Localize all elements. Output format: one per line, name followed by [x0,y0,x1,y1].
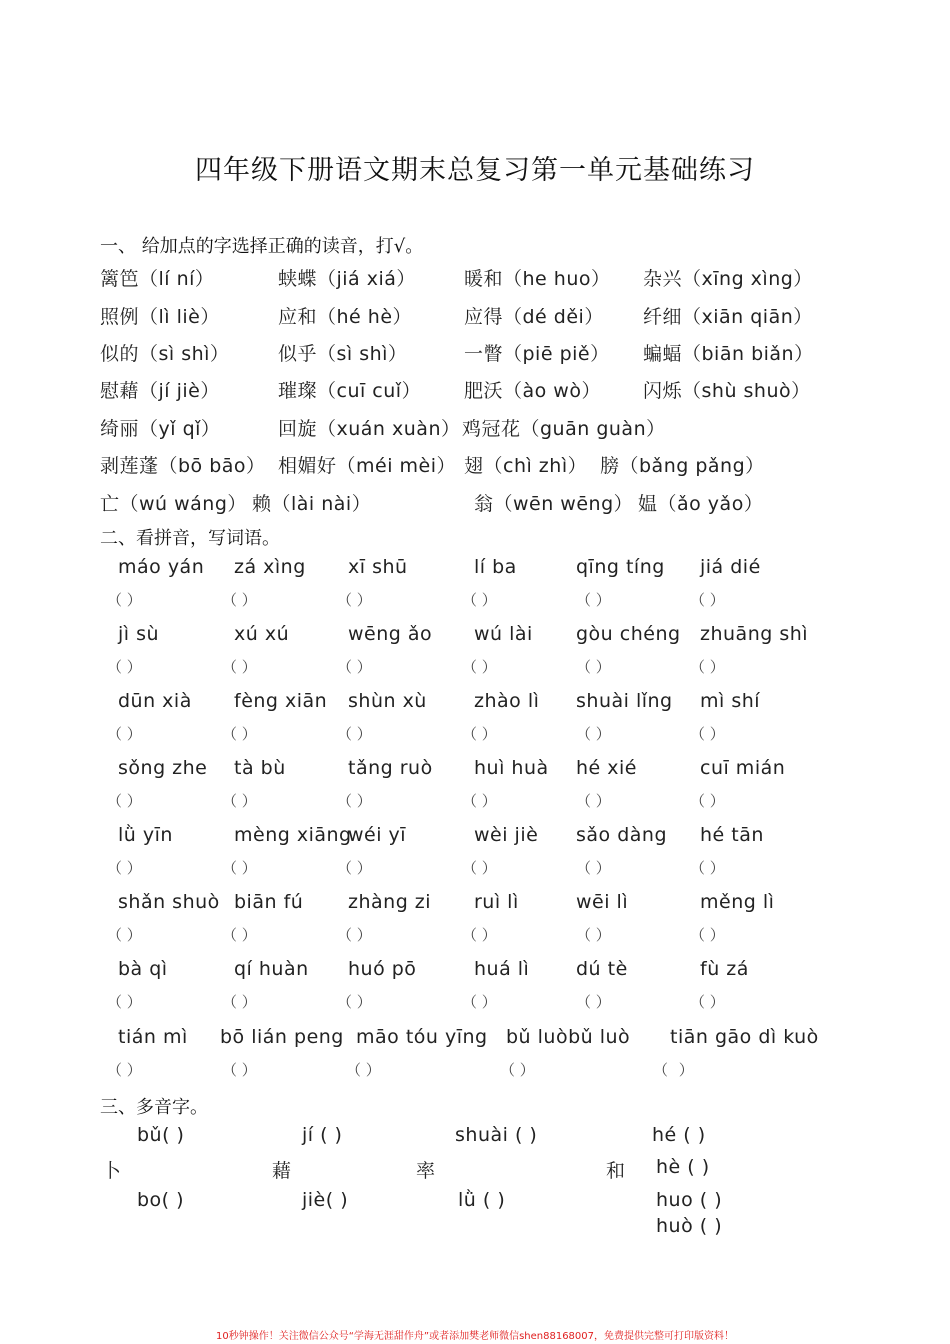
reading-choice-item: 一瞥（piē piě） [464,343,610,365]
answer-blank[interactable]: （ ） [576,658,611,676]
polyphone-huo4-reading: huò ( ) [656,1215,723,1237]
answer-blank[interactable]: （ ） [107,926,142,944]
reading-choice-item: 赖（lài nài） [252,493,372,515]
polyphone-ji-reading: jí ( ) [302,1124,343,1146]
answer-blank[interactable]: （ ） [337,926,372,944]
answer-blank[interactable]: （ ） [222,725,257,743]
answer-blank[interactable]: （ ） [690,725,725,743]
pinyin-prompt: shùn xù [348,690,427,712]
reading-choice-item: 似乎（sì shì） [278,343,408,365]
pinyin-prompt: shuài lǐng [576,690,673,712]
pinyin-prompt: qí huàn [234,958,309,980]
answer-blank[interactable]: （ ） [690,658,725,676]
pinyin-prompt: tiān gāo dì kuò [670,1026,819,1048]
answer-blank[interactable]: （ ） [337,859,372,877]
section1-heading: 一、 给加点的字选择正确的读音，打√。 [100,236,424,257]
reading-choice-item: 相媚好（méi mèi） [278,455,456,477]
pinyin-prompt: biān fú [234,891,304,913]
answer-blank[interactable]: （ ） [107,993,142,1011]
answer-blank[interactable]: （ ） [107,859,142,877]
polyphone-bu-reading: bǔ( ) [137,1124,185,1146]
pinyin-prompt: ruì lì [474,891,519,913]
pinyin-prompt: wēng ǎo [348,623,433,645]
reading-choice-item: 媪（ǎo yǎo） [638,493,764,515]
reading-choice-item: 纤细（xiān qiān） [643,306,813,328]
reading-choice-item: 鸡冠花（guān guàn） [462,418,666,440]
reading-choice-item: 绮丽（yǐ qǐ） [100,418,221,440]
answer-blank[interactable]: （ ） [107,1061,142,1079]
pinyin-prompt: wēi lì [576,891,629,913]
reading-choice-item: 慰藉（jí jiè） [100,380,220,402]
answer-blank[interactable]: （ ） [462,993,497,1011]
answer-blank[interactable]: （ ） [337,725,372,743]
polyphone-jie-reading: jiè( ) [302,1189,349,1211]
pinyin-prompt: zhuāng shì [700,623,809,645]
pinyin-prompt: wéi yī [348,824,407,846]
answer-blank[interactable]: （ ） [107,658,142,676]
pinyin-prompt: tián mì [118,1026,188,1048]
section3-heading: 三、多音字。 [100,1097,208,1118]
pinyin-prompt: māo tóu yīng [356,1026,488,1048]
pinyin-prompt: huì huà [474,757,549,779]
pinyin-prompt: gòu chéng [576,623,681,645]
pinyin-prompt: zá xìng [234,556,306,578]
polyphone-bo-reading: bo( ) [137,1189,185,1211]
reading-choice-item: 蝙蝠（biān biǎn） [643,343,814,365]
reading-choice-item: 应和（hé hè） [278,306,413,328]
pinyin-prompt: zhào lì [474,690,540,712]
answer-blank[interactable]: （ ） [222,591,257,609]
answer-blank[interactable]: （ ） [690,926,725,944]
polyphone-char-he: 和 [606,1160,626,1182]
answer-blank[interactable]: （ ） [337,591,372,609]
pinyin-prompt: mèng xiāng [234,824,352,846]
footer-note: 10秒钟操作！关注微信公众号“学海无涯甜作舟”或者添加樊老师微信shen88168007，免费提供完整可打印版资料！ [215,1331,735,1342]
reading-choice-item: 似的（sì shì） [100,343,230,365]
reading-choice-item: 翁（wēn wēng） [474,493,634,515]
answer-blank[interactable]: （ ） [337,658,372,676]
answer-blank[interactable]: （ ） [222,926,257,944]
pinyin-prompt: sǎo dàng [576,824,668,846]
answer-blank[interactable]: （ ） [576,859,611,877]
answer-blank[interactable]: （ ） [462,591,497,609]
pinyin-prompt: máo yán [118,556,205,578]
answer-blank[interactable]: （ ） [576,926,611,944]
reading-choice-item: 篱笆（lí ní） [100,268,215,290]
answer-blank[interactable]: （ ） [690,993,725,1011]
pinyin-prompt: qīng tíng [576,556,665,578]
answer-blank[interactable]: （ ） [222,859,257,877]
answer-blank[interactable]: （ ） [462,926,497,944]
answer-blank[interactable]: （ ） [222,1061,257,1079]
answer-blank[interactable]: （ ） [690,792,725,810]
polyphone-char-bu: 卜 [102,1160,122,1182]
answer-blank[interactable]: （ ） [576,993,611,1011]
polyphone-huo-reading: huo ( ) [656,1189,723,1211]
reading-choice-item: 杂兴（xīng xìng） [643,268,813,290]
answer-blank[interactable]: （ ） [346,1061,381,1079]
polyphone-char-jie: 藉 [272,1160,292,1182]
polyphone-he2-reading: hé ( ) [652,1124,706,1146]
answer-blank[interactable]: （ ） [462,792,497,810]
pinyin-prompt: bō lián peng [220,1026,344,1048]
pinyin-prompt: huá lì [474,958,530,980]
answer-blank[interactable]: （ ） [222,658,257,676]
pinyin-prompt: bà qì [118,958,168,980]
pinyin-prompt: cuī mián [700,757,786,779]
reading-choice-item: 应得（dé děi） [464,306,604,328]
pinyin-prompt: wèi jiè [474,824,539,846]
answer-blank[interactable]: （ ） [576,591,611,609]
answer-blank[interactable]: （ ） [462,859,497,877]
reading-choice-item: 膀（bǎng pǎng） [600,455,765,477]
reading-choice-item: 翅（chì zhì） [464,455,588,477]
page-title: 四年级下册语文期末总复习第一单元基础练习 [195,155,755,186]
answer-blank[interactable]: （ ） [576,792,611,810]
reading-choice-item: 亡（wú wáng） [100,493,247,515]
polyphone-he4-reading: hè ( ) [656,1156,710,1178]
answer-blank[interactable]: （ ） [462,725,497,743]
pinyin-prompt: jiá dié [700,556,761,578]
reading-choice-item: 剥莲蓬（bō bāo） [100,455,266,477]
pinyin-prompt: měng lì [700,891,775,913]
answer-blank[interactable]: （ ） [107,792,142,810]
answer-blank[interactable]: （ ） [107,725,142,743]
pinyin-prompt: huó pō [348,958,417,980]
pinyin-prompt: bǔ luòbǔ luò [506,1026,631,1048]
pinyin-prompt: sǒng zhe [118,757,208,779]
pinyin-prompt: fèng xiān [234,690,328,712]
answer-blank[interactable]: （ ） [576,725,611,743]
reading-choice-item: 肥沃（ào wò） [464,380,601,402]
pinyin-prompt: tǎng ruò [348,757,433,779]
pinyin-prompt: xī shū [348,556,408,578]
pinyin-prompt: zhàng zi [348,891,432,913]
pinyin-prompt: jì sù [118,623,160,645]
pinyin-prompt: lǜ yīn [118,824,173,846]
polyphone-shuai-reading: shuài ( ) [455,1124,538,1146]
answer-blank[interactable]: （ ） [462,658,497,676]
section2-heading: 二、看拼音，写词语。 [100,528,280,549]
answer-blank[interactable]: （ ） [337,792,372,810]
reading-choice-item: 暖和（he huo） [464,268,611,290]
reading-choice-item: 蛱蝶（jiá xiá） [278,268,416,290]
pinyin-prompt: lí ba [474,556,517,578]
pinyin-prompt: dú tè [576,958,628,980]
answer-blank[interactable]: （ ） [222,993,257,1011]
answer-blank[interactable]: （ ） [222,792,257,810]
pinyin-prompt: shǎn shuò [118,891,220,913]
pinyin-prompt: wú lài [474,623,533,645]
answer-blank[interactable]: （ ） [690,859,725,877]
answer-blank[interactable]: （ ） [500,1061,535,1079]
answer-blank[interactable]: （ ） [337,993,372,1011]
pinyin-prompt: fù zá [700,958,749,980]
reading-choice-item: 闪烁（shù shuò） [643,380,811,402]
pinyin-prompt: hé xié [576,757,637,779]
pinyin-prompt: hé tān [700,824,764,846]
answer-blank[interactable]: （ ） [107,591,142,609]
answer-blank[interactable]: （ ） [690,591,725,609]
pinyin-prompt: tà bù [234,757,286,779]
reading-choice-item: 璀璨（cuī cuǐ） [278,380,422,402]
pinyin-prompt: dūn xià [118,690,192,712]
polyphone-char-lv: 率 [416,1160,436,1182]
pinyin-prompt: xú xú [234,623,290,645]
answer-blank[interactable]: （ ） [653,1061,697,1079]
reading-choice-item: 回旋（xuán xuàn） [278,418,461,440]
polyphone-lv-reading: lǜ ( ) [458,1189,506,1211]
reading-choice-item: 照例（lì liè） [100,306,220,328]
pinyin-prompt: mì shí [700,690,761,712]
